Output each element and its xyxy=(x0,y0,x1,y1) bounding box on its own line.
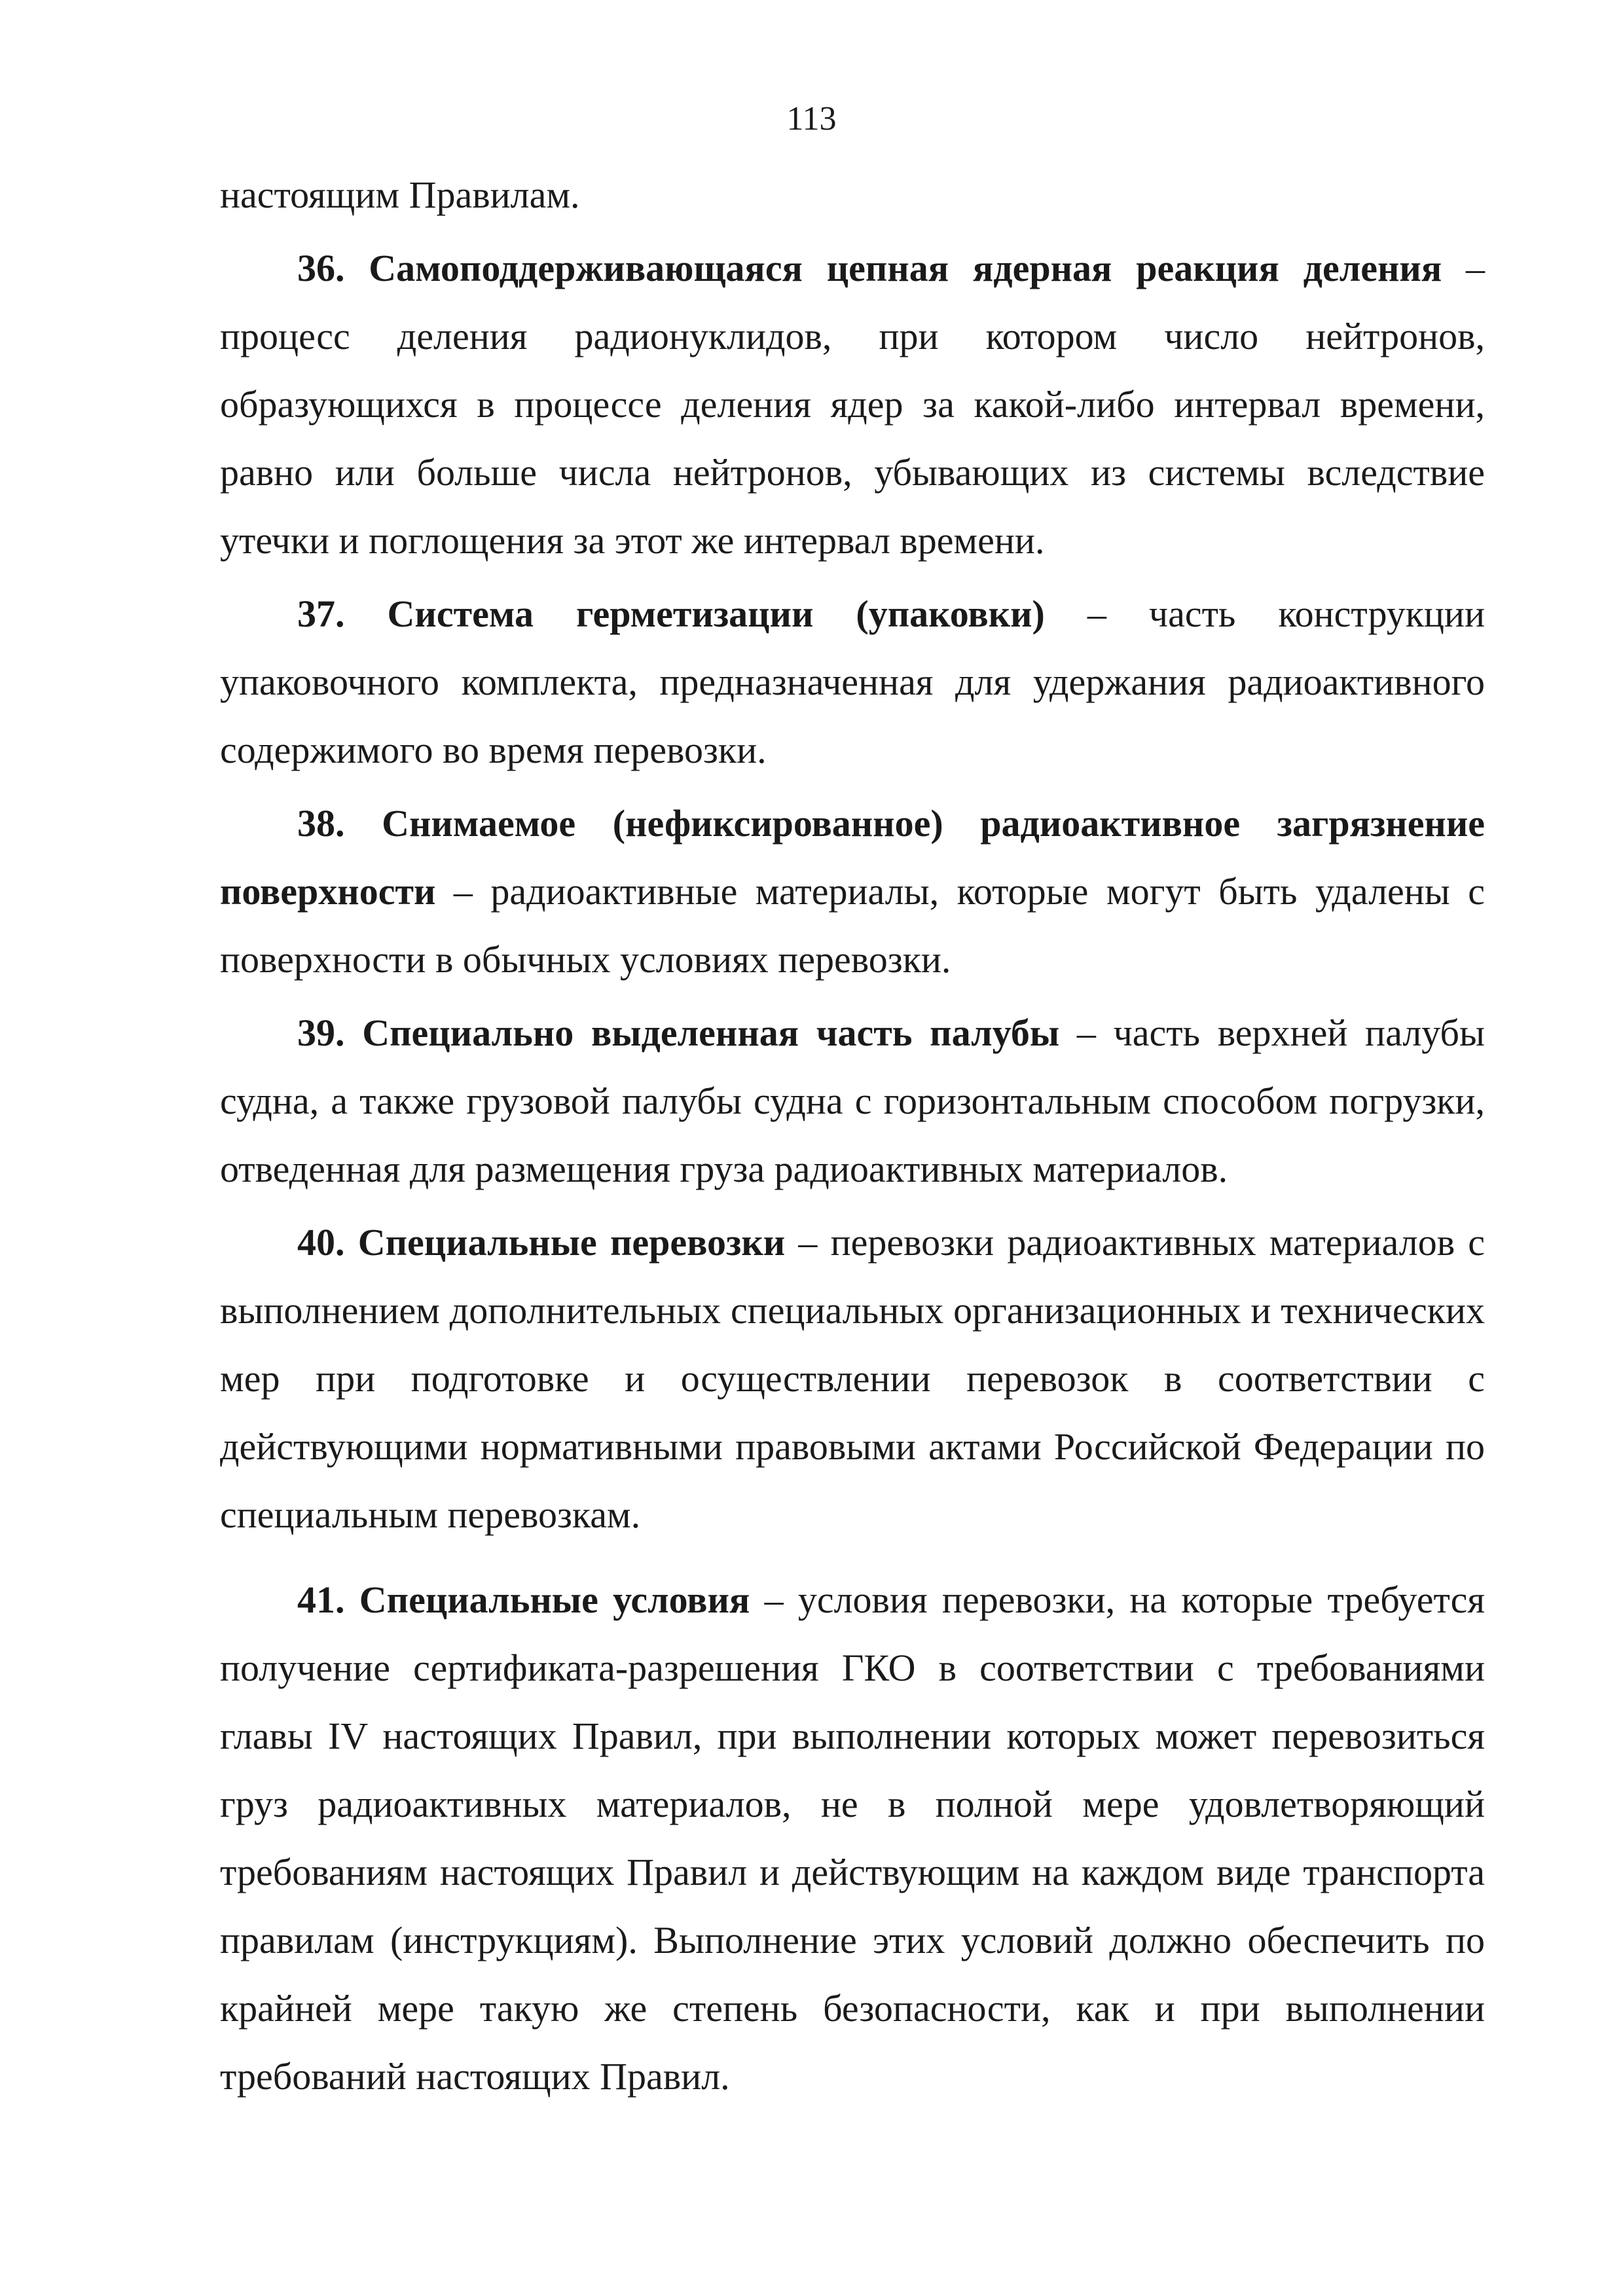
definition-text: – часть конструкции упаковочного комплекта, предназначенная для удержания радиоактивного содержимого во время перевозки. xyxy=(220,592,1486,771)
definition-text: – радиоактивные материалы, которые могут быть удалены с поверхности в обычных условиях перевозки. xyxy=(220,870,1485,981)
item-number: 37. xyxy=(297,592,345,635)
paragraph-text: настоящим Правилам. xyxy=(220,173,580,216)
definition-item-38 xyxy=(220,790,1485,994)
document-body xyxy=(220,161,1485,2111)
page-number: 113 xyxy=(786,100,837,137)
definition-text: – условия перевозки, на которые требуется получение сертификата-разрешения ГКО в соответствии с требованиями главы IV настоящих Правил, при выполнении которых может перевозиться груз радиоактивных материалов, не в полной мере удовлетворяющий требованиям настоящих Правил и действующим на каждом виде транспорта правилам (инструкциям). Выполнение этих условий должно обеспечить по крайней мере такую же степень безопасности, как и при выполнении требований настоящих Правил. xyxy=(220,1578,1486,2098)
defined-term: Специально выделенная часть палубы xyxy=(362,1011,1060,1054)
definition-item-40 xyxy=(220,1209,1485,1549)
defined-term: Снимаемое (нефиксированное) радиоактивное загрязнение поверхности xyxy=(220,802,1486,913)
definition-item-39 xyxy=(220,999,1485,1203)
paragraph-continuation xyxy=(220,161,1485,229)
defined-term: Специальные перевозки xyxy=(357,1221,786,1264)
item-number: 36. xyxy=(297,247,345,289)
definition-text: – часть верхней палубы судна, а также грузовой палубы судна с горизонтальным способом погрузки, отведенная для размещения груза радиоактивных материалов. xyxy=(220,1011,1486,1190)
definition-item-37 xyxy=(220,580,1485,784)
item-number: 39. xyxy=(297,1011,345,1054)
definition-item-41 xyxy=(220,1566,1485,2111)
defined-term: Самоподдерживающаяся цепная ядерная реакция деления xyxy=(369,247,1442,289)
item-number: 40. xyxy=(297,1221,345,1264)
definition-item-36 xyxy=(220,234,1485,575)
definition-text: – процесс деления радионуклидов, при котором число нейтронов, образующихся в процессе деления ядер за какой-либо интервал времени, равно или больше числа нейтронов, убывающих из системы вследствие утечки и поглощения за этот же интервал времени. xyxy=(220,247,1486,562)
definition-text: – перевозки радиоактивных материалов с выполнением дополнительных специальных организационных и технических мер при подготовке и осуществлении перевозок в соответствии с действующими нормативными правовыми актами Российской Федерации по специальным перевозкам. xyxy=(220,1221,1486,1536)
defined-term: Специальные условия xyxy=(359,1578,750,1621)
item-number: 41. xyxy=(297,1578,345,1621)
item-number: 38. xyxy=(297,802,345,845)
defined-term: Система герметизации (упаковки) xyxy=(387,592,1045,635)
